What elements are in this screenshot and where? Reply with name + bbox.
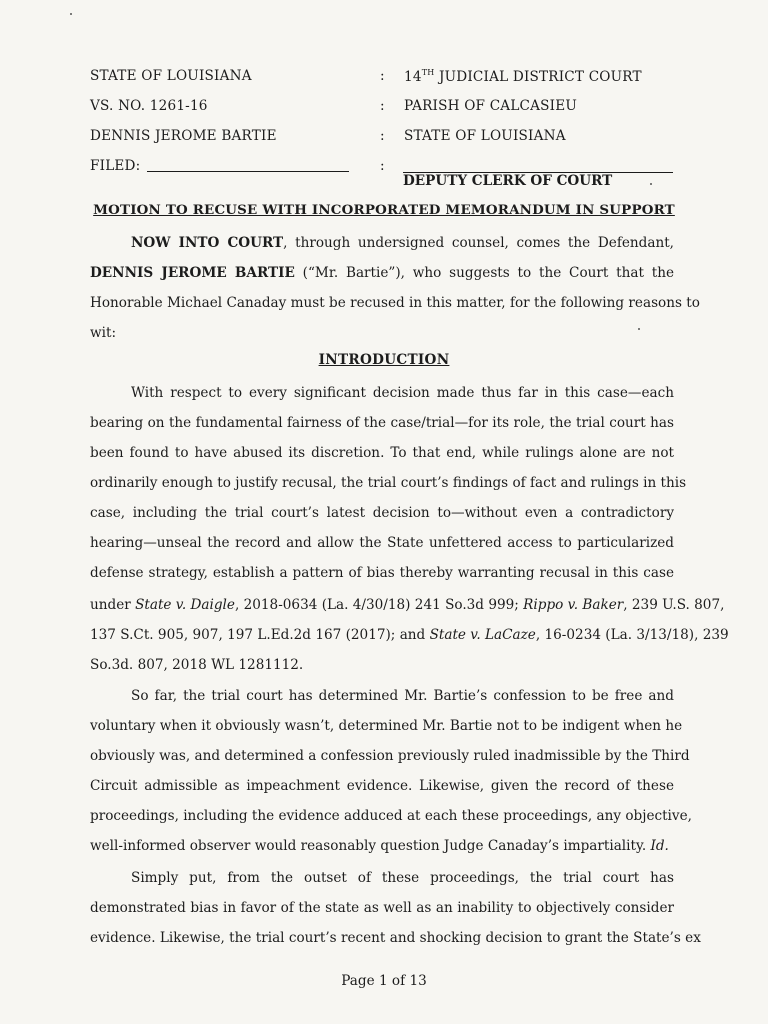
caption-row <box>90 128 710 150</box>
caption-row <box>90 68 710 90</box>
body-line: hearing—unseal the record and allow the State unfettered access to particularized <box>90 535 674 551</box>
body-line: defense strategy, establish a pattern of bias thereby warranting recusal in this case <box>90 565 674 581</box>
page-number: Page 1 of 13 <box>341 973 427 989</box>
body-line: Honorable Michael Canaday must be recused in this matter, for the following reasons to <box>90 295 700 311</box>
caption-parish: PARISH OF CALCASIEU <box>404 98 578 114</box>
body-line: So.3d. 807, 2018 WL 1281112. <box>90 657 304 673</box>
body-line: bearing on the fundamental fairness of the case/trial—for its role, the trial court has <box>90 415 674 431</box>
body-line: been found to have abused its discretion. To that end, while rulings alone are not <box>90 445 674 461</box>
body-line: voluntary when it obviously wasn’t, determined Mr. Bartie not to be indigent when he <box>90 718 683 734</box>
body-line: obviously was, and determined a confession previously ruled inadmissible by the Third <box>90 748 690 764</box>
body-line: under State v. Daigle, 2018-0634 (La. 4/30/18) 241 So.3d 999; Rippo v. Baker, 239 U.S. 807, <box>90 597 725 613</box>
section-heading: INTRODUCTION <box>318 352 450 368</box>
caption-separator: : <box>380 98 385 114</box>
scan-speck <box>650 183 652 185</box>
body-line: Circuit admissible as impeachment evidence. Likewise, given the record of these <box>90 778 674 794</box>
caption-row <box>90 158 710 180</box>
caption-court: 14TH JUDICIAL DISTRICT COURT <box>404 68 642 85</box>
caption-separator: : <box>380 68 385 84</box>
body-line: With respect to every significant decision made thus far in this case—each <box>131 385 674 401</box>
body-line: demonstrated bias in favor of the state as well as an inability to objectively consider <box>90 900 674 916</box>
body-line: well-informed observer would reasonably question Judge Canaday’s impartiality. Id. <box>90 838 669 854</box>
body-line: ordinarily enough to justify recusal, the trial court’s findings of fact and rulings in this <box>90 475 687 491</box>
scan-speck <box>70 13 72 15</box>
caption-case-number: VS. NO. 1261-16 <box>90 98 208 114</box>
caption-row <box>90 98 710 120</box>
document-title: MOTION TO RECUSE WITH INCORPORATED MEMORANDUM IN SUPPORT <box>93 202 675 218</box>
caption-filed: FILED: <box>90 158 349 174</box>
body-line: 137 S.Ct. 905, 907, 197 L.Ed.2d 167 (2017); and State v. LaCaze, 16-0234 (La. 3/13/18), 239 <box>90 627 729 643</box>
body-line: evidence. Likewise, the trial court’s recent and shocking decision to grant the State’s ex <box>90 930 701 946</box>
clerk-label: DEPUTY CLERK OF COURT <box>403 173 613 189</box>
body-line: proceedings, including the evidence adduced at each these proceedings, any objective, <box>90 808 692 824</box>
caption-party: STATE OF LOUISIANA <box>90 68 252 84</box>
filed-blank-line <box>147 161 349 172</box>
body-line: wit: <box>90 325 117 341</box>
caption-state: STATE OF LOUISIANA <box>404 128 566 144</box>
body-line: DENNIS JEROME BARTIE (“Mr. Bartie”), who suggests to the Court that the <box>90 265 674 281</box>
caption-separator: : <box>380 158 385 174</box>
caption-defendant: DENNIS JEROME BARTIE <box>90 128 277 144</box>
body-line: Simply put, from the outset of these proceedings, the trial court has <box>131 870 674 886</box>
body-line: So far, the trial court has determined Mr. Bartie’s confession to be free and <box>131 688 674 704</box>
body-line: NOW INTO COURT, through undersigned counsel, comes the Defendant, <box>131 235 674 251</box>
caption-separator: : <box>380 128 385 144</box>
body-line: case, including the trial court’s latest decision to—without even a contradictory <box>90 505 674 521</box>
